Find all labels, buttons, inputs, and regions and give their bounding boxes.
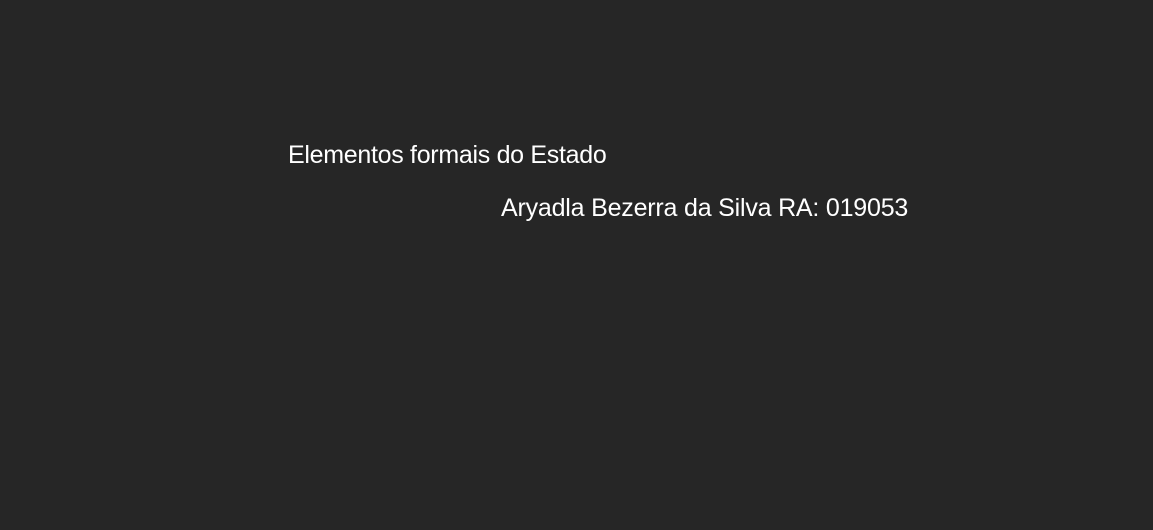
slide-subtitle: Aryadla Bezerra da Silva RA: 019053 xyxy=(501,194,909,222)
slide-title: Elementos formais do Estado xyxy=(288,141,607,169)
